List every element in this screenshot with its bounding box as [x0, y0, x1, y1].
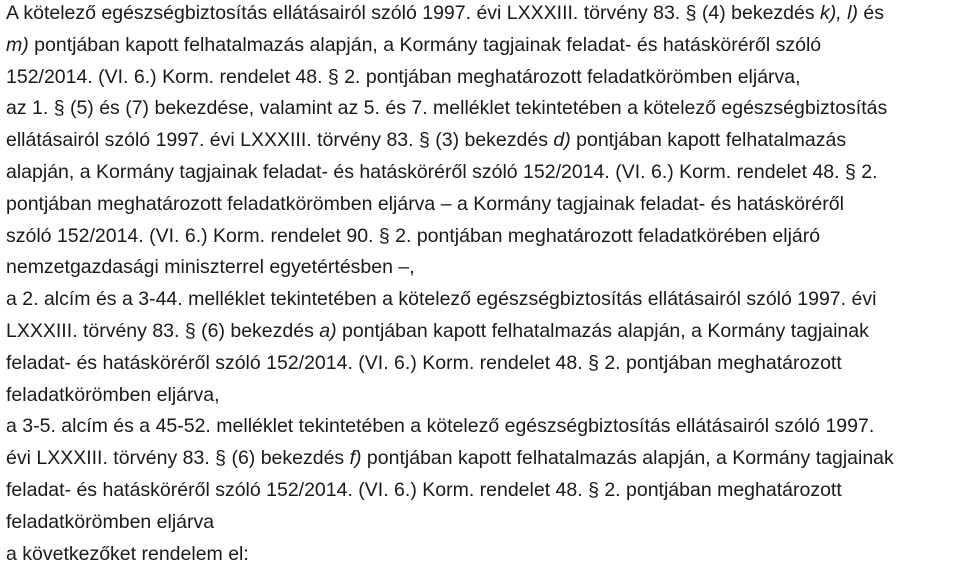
document-line	[6, 95, 887, 121]
text-segment: a 2. alcím és a 3-44. melléklet tekintetében a kötelező egészségbiztosítás ellátásairól szóló 1997. évi	[6, 288, 877, 311]
document-line	[6, 223, 820, 249]
document-line	[6, 509, 214, 535]
document-line	[6, 191, 844, 217]
document-line	[6, 32, 821, 58]
italic-text-segment: k), l)	[820, 2, 858, 24]
text-segment: feladat- és hatásköréről szóló 152/2014. (VI. 6.) Korm. rendelet 48. § 2. pontjában meghatározott	[6, 479, 842, 501]
document-line	[6, 127, 846, 153]
text-segment: feladat- és hatásköréről szóló 152/2014. (VI. 6.) Korm. rendelet 48. § 2. pontjában meghatározott	[6, 351, 842, 374]
document-line	[6, 445, 894, 471]
text-segment: és	[857, 2, 884, 24]
document-line	[6, 286, 876, 312]
text-segment: 152/2014. (VI. 6.) Korm. rendelet 48. § 2. pontjában meghatározott feladatkörömben eljárva,	[6, 65, 801, 88]
text-segment: pontjában kapott felhatalmazás alapján, a Kormány tagjainak	[336, 320, 869, 342]
italic-text-segment: d)	[553, 129, 571, 152]
document-line	[6, 0, 884, 26]
text-segment: nemzetgazdasági miniszterrel egyetértésben –,	[6, 256, 415, 279]
document-line	[6, 541, 249, 567]
text-segment: pontjában kapott felhatalmazás alapján, a Kormány tagjainak	[361, 447, 894, 470]
text-segment: alapján, a Kormány tagjainak feladat- és hatásköréről szóló 152/2014. (VI. 6.) Korm. rendelet 48. § 2.	[6, 161, 878, 183]
text-segment: ellátásairól szóló 1997. évi LXXXIII. törvény 83. § (3) bekezdés	[6, 129, 554, 152]
text-segment: pontjában kapott felhatalmazás alapján, a Kormány tagjainak feladat- és hatásköréről szóló	[28, 33, 822, 56]
text-segment: feladatkörömben eljárva,	[6, 383, 220, 406]
text-segment: pontjában meghatározott feladatkörömben eljárva – a Kormány tagjainak feladat- és hatásköréről	[6, 192, 844, 215]
text-segment: feladatkörömben eljárva	[6, 510, 215, 533]
text-segment: pontjában kapott felhatalmazás	[570, 129, 847, 152]
document-line	[6, 318, 869, 344]
italic-text-segment: a)	[319, 320, 337, 342]
document-line	[6, 477, 842, 503]
italic-text-segment: f)	[349, 447, 362, 470]
document-line	[6, 254, 415, 280]
text-segment: A kötelező egészségbiztosítás ellátásairól szóló 1997. évi LXXXIII. törvény 83. § (4) bekezdés	[6, 2, 821, 24]
text-segment: az 1. § (5) és (7) bekezdése, valamint az 5. és 7. melléklet tekintetében a kötelező egészségbiztosítás	[6, 97, 888, 120]
text-segment: szóló 152/2014. (VI. 6.) Korm. rendelet 90. § 2. pontjában meghatározott feladatkörében eljáró	[6, 224, 821, 247]
text-segment: a következőket rendelem el:	[6, 542, 249, 565]
document-line	[6, 413, 874, 439]
document-line	[6, 382, 220, 408]
document-line	[6, 350, 842, 376]
document-line	[6, 159, 878, 185]
italic-text-segment: m)	[6, 33, 29, 56]
document-line	[6, 64, 801, 90]
text-segment: évi LXXXIII. törvény 83. § (6) bekezdés	[6, 447, 350, 470]
text-segment: LXXXIII. törvény 83. § (6) bekezdés	[6, 320, 320, 342]
text-segment: a 3-5. alcím és a 45-52. melléklet tekintetében a kötelező egészségbiztosítás ellátásairól szóló 1997.	[6, 415, 875, 438]
